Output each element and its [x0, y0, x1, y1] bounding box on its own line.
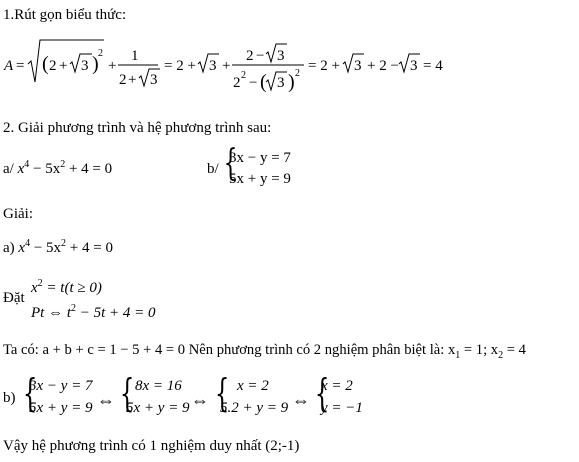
system-1-brace: {	[22, 371, 38, 415]
system-4-eq2: y = −1	[321, 400, 363, 416]
svg-text:+: +	[108, 58, 117, 74]
problem-a-x: x	[17, 161, 25, 177]
problem-a-label: a/	[3, 161, 14, 177]
equivalence-arrow-2: ⇔	[191, 390, 209, 410]
svg-text:3: 3	[209, 58, 217, 74]
substitution-label: Đặt	[3, 290, 25, 306]
system-2-eq2: 5x + y = 9	[126, 400, 190, 416]
solution-a: a) $x^4 - 5x^2 + 4 = 0$	[3, 238, 113, 256]
system-3-eq1: x = 2	[237, 378, 269, 394]
problem-b-eq1: 3x − y = 7	[229, 150, 291, 166]
svg-text:3: 3	[354, 58, 362, 74]
svg-text:(: (	[260, 71, 267, 93]
system-3-brace: {	[214, 371, 230, 415]
problem-b-brace: {	[223, 143, 238, 184]
svg-text:): )	[92, 53, 99, 75]
svg-text:2: 2	[246, 48, 254, 64]
solution-b-label: b)	[3, 390, 16, 406]
solution-a-end: + 4 = 0	[66, 240, 113, 256]
problem-a	[3, 159, 113, 177]
exp-4: 4	[24, 159, 30, 170]
expr-three-a: 3	[81, 58, 89, 74]
svg-text:2: 2	[233, 75, 241, 91]
expr-sq-a: 2	[98, 48, 103, 59]
substitution-line: $x^2 = t(t \ge 0)$	[31, 278, 102, 296]
expr-end: = 4	[423, 58, 443, 74]
expr-rhs1: = 2 +	[164, 58, 196, 74]
svg-text:+: +	[222, 58, 231, 74]
system-1-eq1: 3x − y = 7	[29, 378, 93, 394]
svg-text:3: 3	[277, 48, 285, 64]
expr-plus-a: +	[59, 58, 68, 74]
system-2-eq1: 8x = 16	[135, 378, 182, 394]
svg-text:3: 3	[410, 58, 418, 74]
final-answer: Vậy hệ phương trình có 1 nghiệm duy nhất (2;-1)	[3, 438, 300, 454]
expr-tail: + 2 −	[367, 58, 399, 74]
svg-text:−: −	[249, 75, 258, 91]
system-2-brace: {	[119, 371, 135, 415]
frac1-num: 1	[131, 48, 139, 64]
section-2-heading: 2. Giải phương trình và hệ phương trình sau:	[3, 120, 272, 136]
roots-conclusion: Ta có: a + b + c = 1 − 5 + 4 = 0 Nên phương trình có 2 nghiệm phân biệt là: $x_1 = 1$; $x_2 = 4$	[3, 342, 526, 361]
substituted-equation: Pt ⇔ $t^2 - 5t + 4 = 0$	[31, 303, 156, 321]
svg-text:2: 2	[119, 72, 127, 88]
svg-text:3: 3	[277, 75, 285, 91]
problem-b-label: b/	[207, 161, 219, 177]
system-1-eq2: 5x + y = 9	[29, 400, 93, 416]
svg-text:2: 2	[295, 68, 300, 79]
exp-2: 2	[60, 159, 66, 170]
equivalence-arrow-3: ⇔	[292, 390, 310, 410]
svg-text:(: (	[42, 53, 49, 75]
expr-A: A	[4, 58, 14, 74]
section-1-heading: 1.Rút gọn biểu thức:	[3, 7, 127, 23]
svg-text:+: +	[128, 72, 137, 88]
system-3-eq2: 5.2 + y = 9	[220, 400, 289, 416]
system-4-eq1: x = 2	[321, 378, 353, 394]
expr-two-sq: 2	[241, 70, 246, 81]
equivalence-arrow-1: ⇔	[97, 390, 115, 410]
svg-text:): )	[288, 71, 295, 93]
expr-two-a: 2	[49, 58, 57, 74]
problem-b-eq2: 5x + y = 9	[229, 171, 291, 187]
svg-text:−: −	[256, 48, 265, 64]
problem-a-mid: − 5x	[29, 161, 61, 177]
solution-a-x: x	[18, 240, 26, 256]
solution-a-mid: − 5x	[30, 240, 62, 256]
solution-a-label: a)	[3, 240, 15, 256]
system-4-brace: {	[314, 371, 330, 415]
expr-rhs2: = 2 +	[308, 58, 340, 74]
expr-eq1: =	[16, 58, 25, 74]
problem-a-end: + 4 = 0	[65, 161, 113, 177]
simplify-expression	[0, 32, 579, 100]
solution-heading: Giải:	[3, 206, 33, 222]
svg-text:3: 3	[150, 72, 158, 88]
